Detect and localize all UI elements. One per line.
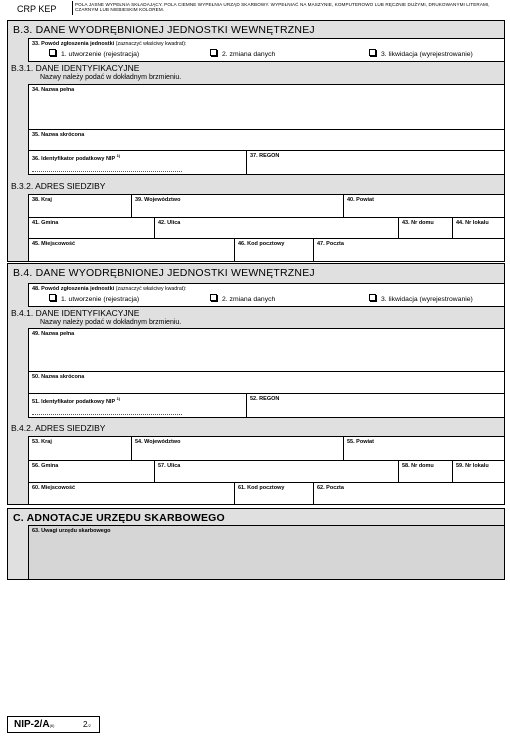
- subsection-b32-title: B.3.2. ADRES SIEDZIBY: [11, 181, 106, 191]
- crp-kep-label: CRP KEP: [17, 4, 57, 14]
- field-40-label: 40. Powiat: [347, 197, 374, 203]
- page-total: /2: [87, 723, 91, 728]
- field-46-postal-code[interactable]: [234, 238, 314, 262]
- field-48-label: 48. Powód zgłoszenia jednostki: [32, 286, 115, 292]
- field-33-label: 33. Powód zgłoszenia jednostki: [32, 41, 115, 47]
- subsection-b42-title: B.4.2. ADRES SIEDZIBY: [11, 423, 106, 433]
- field-57-label: 57. Ulica: [158, 463, 181, 469]
- field-58-label: 58. Nr domu: [402, 463, 434, 469]
- fill-instructions: POLA JASNE WYPEŁNIA SKŁADAJĄCY. POLA CIEMNE WYPEŁNIA URZĄD SKARBOWY. WYPEŁNIAĆ NA MASZYNIE, KOMPUTEROWO LUB RĘCZNIE DUŻYMI, DRUKOWANYMI LITERAMI, CZARNYM LUB NIEBIESKIM KOLOREM.: [75, 2, 490, 13]
- field-53-label: 53. Kraj: [32, 439, 52, 445]
- field-55-county[interactable]: [343, 436, 505, 461]
- checkbox-48-create[interactable]: [49, 294, 56, 301]
- field-46-label: 46. Kod pocztowy: [238, 241, 285, 247]
- section-b4: [7, 263, 505, 505]
- field-33-reason: [28, 38, 505, 62]
- checkbox-33-change[interactable]: [210, 49, 217, 56]
- option-48-liquidation-label: 3. likwidacja (wyrejestrowanie): [381, 296, 473, 303]
- checkbox-48-liquidation[interactable]: [369, 294, 376, 301]
- field-34-label: 34. Nazwa pełna: [32, 87, 75, 93]
- field-54-label: 54. Województwo: [135, 439, 181, 445]
- checkbox-33-liquidation[interactable]: [369, 49, 376, 56]
- field-54-voivodeship[interactable]: [131, 436, 344, 461]
- field-55-label: 55. Powiat: [347, 439, 374, 445]
- field-39-voivodeship[interactable]: [131, 194, 344, 218]
- field-48-reason: [28, 283, 505, 307]
- option-33-change-label: 2. zmiana danych: [222, 51, 276, 58]
- option-33-liquidation-label: 3. likwidacja (wyrejestrowanie): [381, 51, 473, 58]
- option-33-create-label: 1. utworzenie (rejestracja): [61, 51, 140, 58]
- field-50-short-name[interactable]: [28, 371, 505, 394]
- field-43-label: 43. Nr domu: [402, 220, 434, 226]
- checkbox-48-change[interactable]: [210, 294, 217, 301]
- nip-digit-ticks: [32, 412, 182, 415]
- field-45-label: 45. Miejscowość: [32, 241, 76, 247]
- page-number: 2: [83, 720, 88, 729]
- field-58-house-no[interactable]: [398, 460, 453, 483]
- option-48-create-label: 1. utworzenie (rejestracja): [61, 296, 140, 303]
- field-59-apartment-no[interactable]: [452, 460, 505, 483]
- field-60-label: 60. Miejscowość: [32, 485, 76, 491]
- field-57-street[interactable]: [154, 460, 399, 483]
- section-c: [7, 508, 505, 580]
- section-c-title: C. ADNOTACJE URZĘDU SKARBOWEGO: [13, 512, 225, 524]
- field-51-nip[interactable]: [28, 393, 247, 418]
- subsection-b31-hint: Nazwy należy podać w dokładnym brzmieniu.: [40, 74, 182, 81]
- field-48-hint: (zaznaczyć właściwy kwadrat):: [115, 286, 187, 292]
- field-35-label: 35. Nazwa skrócona: [32, 132, 85, 138]
- field-56-commune[interactable]: [28, 460, 155, 483]
- field-41-label: 41. Gmina: [32, 220, 59, 226]
- field-62-post-office[interactable]: [313, 482, 505, 505]
- field-61-label: 61. Kod pocztowy: [238, 485, 285, 491]
- field-36-label: 36. Identyfikator podatkowy NIP: [32, 155, 116, 162]
- section-b4-title: B.4. DANE WYODRĘBNIONEJ JEDNOSTKI WEWNĘTRZNEJ: [13, 267, 315, 279]
- field-36-footnote: 1): [116, 153, 121, 158]
- field-60-locality[interactable]: [28, 482, 235, 505]
- field-36-nip[interactable]: [28, 150, 247, 175]
- field-49-label: 49. Nazwa pełna: [32, 331, 75, 337]
- field-40-county[interactable]: [343, 194, 505, 218]
- form-version: (6): [49, 723, 55, 728]
- field-43-house-no[interactable]: [398, 217, 453, 239]
- field-37-regon[interactable]: [246, 150, 505, 175]
- field-38-label: 38. Kraj: [32, 197, 52, 203]
- section-b3: [7, 20, 505, 262]
- field-47-label: 47. Poczta: [317, 241, 344, 247]
- field-44-label: 44. Nr lokalu: [456, 220, 489, 226]
- field-62-label: 62. Poczta: [317, 485, 344, 491]
- header-divider: [72, 1, 73, 15]
- option-48-change-label: 2. zmiana danych: [222, 296, 276, 303]
- section-b3-title: B.3. DANE WYODRĘBNIONEJ JEDNOSTKI WEWNĘTRZNEJ: [13, 24, 315, 36]
- form-code: NIP-2/A: [14, 719, 50, 730]
- field-34-full-name[interactable]: [28, 84, 505, 130]
- form-header: [0, 0, 510, 20]
- nip-digit-ticks: [32, 169, 182, 172]
- field-56-label: 56. Gmina: [32, 463, 59, 469]
- field-53-country[interactable]: [28, 436, 132, 461]
- field-37-label: 37. REGON: [250, 153, 280, 159]
- field-52-regon[interactable]: [246, 393, 505, 418]
- field-51-footnote: 1): [116, 396, 121, 401]
- field-47-post-office[interactable]: [313, 238, 505, 262]
- field-50-label: 50. Nazwa skrócona: [32, 374, 85, 380]
- field-45-locality[interactable]: [28, 238, 235, 262]
- subsection-b41-hint: Nazwy należy podać w dokładnym brzmieniu.: [40, 319, 182, 326]
- form-code-box: [7, 716, 100, 733]
- field-49-full-name[interactable]: [28, 328, 505, 372]
- field-44-apartment-no[interactable]: [452, 217, 505, 239]
- field-61-postal-code[interactable]: [234, 482, 314, 505]
- field-51-label: 51. Identyfikator podatkowy NIP: [32, 398, 116, 405]
- field-63-label: 63. Uwagi urzędu skarbowego: [32, 528, 111, 534]
- field-38-country[interactable]: [28, 194, 132, 218]
- field-52-label: 52. REGON: [250, 396, 280, 402]
- subsection-b41-title: B.4.1. DANE IDENTYFIKACYJNE: [11, 308, 140, 318]
- field-41-commune[interactable]: [28, 217, 155, 239]
- checkbox-33-create[interactable]: [49, 49, 56, 56]
- field-63-tax-office-notes: [28, 525, 505, 580]
- field-35-short-name[interactable]: [28, 129, 505, 151]
- field-39-label: 39. Województwo: [135, 197, 181, 203]
- subsection-b31-title: B.3.1. DANE IDENTYFIKACYJNE: [11, 63, 140, 73]
- field-42-street[interactable]: [154, 217, 399, 239]
- field-33-hint: (zaznaczyć właściwy kwadrat):: [115, 41, 187, 47]
- field-59-label: 59. Nr lokalu: [456, 463, 489, 469]
- field-42-label: 42. Ulica: [158, 220, 181, 226]
